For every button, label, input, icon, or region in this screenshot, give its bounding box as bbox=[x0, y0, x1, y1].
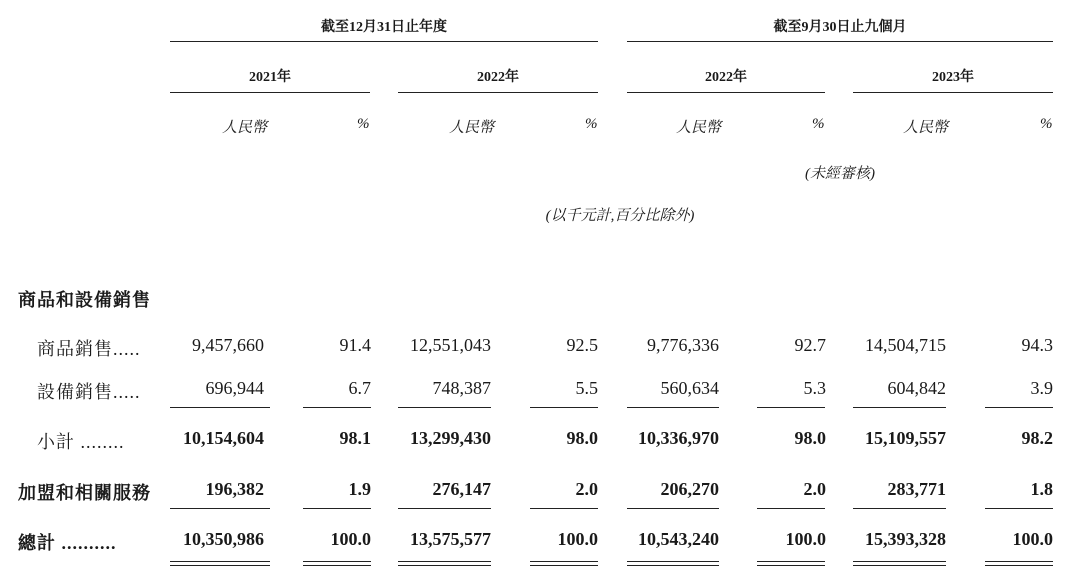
double-rule bbox=[303, 561, 371, 562]
subtotal-rule bbox=[170, 407, 270, 408]
unaudited-note: (未經審核) bbox=[805, 166, 875, 182]
double-rule bbox=[985, 565, 1053, 566]
percent-header: % bbox=[357, 116, 370, 132]
year-header-2022-9m: 2022年 bbox=[705, 70, 747, 85]
double-rule bbox=[170, 565, 270, 566]
double-rule bbox=[398, 565, 491, 566]
cell-value: 1.8 bbox=[1030, 479, 1053, 499]
double-rule bbox=[757, 565, 825, 566]
cell-value: 10,350,986 bbox=[183, 529, 264, 549]
year-rule bbox=[398, 92, 598, 93]
row-label: 商品銷售..... bbox=[37, 339, 141, 359]
cell-value: 5.5 bbox=[575, 378, 598, 398]
year-rule bbox=[170, 92, 370, 93]
cell-value: 12,551,043 bbox=[410, 335, 491, 355]
double-rule bbox=[530, 561, 598, 562]
total-rule bbox=[530, 508, 598, 509]
units-note: (以千元計,百分比除外) bbox=[545, 208, 695, 224]
subtotal-rule bbox=[398, 407, 491, 408]
cell-value: 748,387 bbox=[432, 378, 491, 398]
group-header-nine-months: 截至9月30日止九個月 bbox=[773, 20, 907, 35]
row-label: 加盟和相關服務 bbox=[18, 483, 151, 503]
cell-value: 276,147 bbox=[432, 479, 491, 499]
subtotal-rule bbox=[853, 407, 946, 408]
cell-value: 10,336,970 bbox=[638, 428, 719, 448]
cell-value: 206,270 bbox=[660, 479, 719, 499]
cell-value: 3.9 bbox=[1030, 378, 1053, 398]
cell-value: 15,393,328 bbox=[865, 529, 946, 549]
double-rule bbox=[627, 565, 719, 566]
cell-value: 91.4 bbox=[339, 335, 371, 355]
total-rule bbox=[398, 508, 491, 509]
currency-header: 人民幣 bbox=[903, 120, 949, 136]
double-rule bbox=[170, 561, 270, 562]
cell-value: 2.0 bbox=[803, 479, 826, 499]
section-title: 商品和設備銷售 bbox=[18, 290, 151, 310]
cell-value: 13,575,577 bbox=[410, 529, 491, 549]
cell-value: 1.9 bbox=[348, 479, 371, 499]
double-rule bbox=[398, 561, 491, 562]
total-rule bbox=[853, 508, 946, 509]
subtotal-rule bbox=[985, 407, 1053, 408]
currency-header: 人民幣 bbox=[676, 120, 722, 136]
double-rule bbox=[530, 565, 598, 566]
subtotal-rule bbox=[303, 407, 371, 408]
cell-value: 5.3 bbox=[803, 378, 826, 398]
total-rule bbox=[627, 508, 719, 509]
cell-value: 100.0 bbox=[1012, 529, 1053, 549]
group-header-year-ended: 截至12月31日止年度 bbox=[321, 20, 447, 35]
double-rule bbox=[627, 561, 719, 562]
year-header-2023-9m: 2023年 bbox=[932, 70, 974, 85]
cell-value: 98.0 bbox=[794, 428, 826, 448]
year-rule bbox=[627, 92, 825, 93]
subtotal-rule bbox=[757, 407, 825, 408]
currency-header: 人民幣 bbox=[449, 120, 495, 136]
total-rule bbox=[170, 508, 270, 509]
year-rule bbox=[853, 92, 1053, 93]
double-rule bbox=[303, 565, 371, 566]
double-rule bbox=[757, 561, 825, 562]
cell-value: 9,457,660 bbox=[192, 335, 264, 355]
row-label: 總計 .......... bbox=[18, 533, 117, 553]
cell-value: 10,154,604 bbox=[183, 428, 264, 448]
group-rule-nine-months bbox=[627, 41, 1053, 42]
percent-header: % bbox=[812, 116, 825, 132]
cell-value: 98.0 bbox=[566, 428, 598, 448]
cell-value: 92.7 bbox=[794, 335, 826, 355]
cell-value: 283,771 bbox=[887, 479, 946, 499]
cell-value: 92.5 bbox=[566, 335, 598, 355]
year-header-2022-fy: 2022年 bbox=[477, 70, 519, 85]
total-rule bbox=[303, 508, 371, 509]
cell-value: 10,543,240 bbox=[638, 529, 719, 549]
cell-value: 94.3 bbox=[1021, 335, 1053, 355]
cell-value: 100.0 bbox=[330, 529, 371, 549]
double-rule bbox=[853, 565, 946, 566]
year-header-2021: 2021年 bbox=[249, 70, 291, 85]
percent-header: % bbox=[585, 116, 598, 132]
cell-value: 100.0 bbox=[785, 529, 826, 549]
cell-value: 604,842 bbox=[887, 378, 946, 398]
cell-value: 9,776,336 bbox=[647, 335, 719, 355]
cell-value: 13,299,430 bbox=[410, 428, 491, 448]
row-label: 設備銷售..... bbox=[37, 382, 141, 402]
cell-value: 98.1 bbox=[339, 428, 371, 448]
cell-value: 98.2 bbox=[1021, 428, 1053, 448]
cell-value: 6.7 bbox=[348, 378, 371, 398]
row-label: 小計 ........ bbox=[37, 432, 125, 452]
subtotal-rule bbox=[627, 407, 719, 408]
cell-value: 696,944 bbox=[205, 378, 264, 398]
cell-value: 15,109,557 bbox=[865, 428, 946, 448]
cell-value: 196,382 bbox=[205, 479, 264, 499]
cell-value: 560,634 bbox=[660, 378, 719, 398]
double-rule bbox=[853, 561, 946, 562]
group-rule-year-ended bbox=[170, 41, 598, 42]
total-rule bbox=[757, 508, 825, 509]
cell-value: 2.0 bbox=[575, 479, 598, 499]
currency-header: 人民幣 bbox=[222, 120, 268, 136]
cell-value: 14,504,715 bbox=[865, 335, 946, 355]
total-rule bbox=[985, 508, 1053, 509]
double-rule bbox=[985, 561, 1053, 562]
subtotal-rule bbox=[530, 407, 598, 408]
cell-value: 100.0 bbox=[557, 529, 598, 549]
percent-header: % bbox=[1040, 116, 1053, 132]
